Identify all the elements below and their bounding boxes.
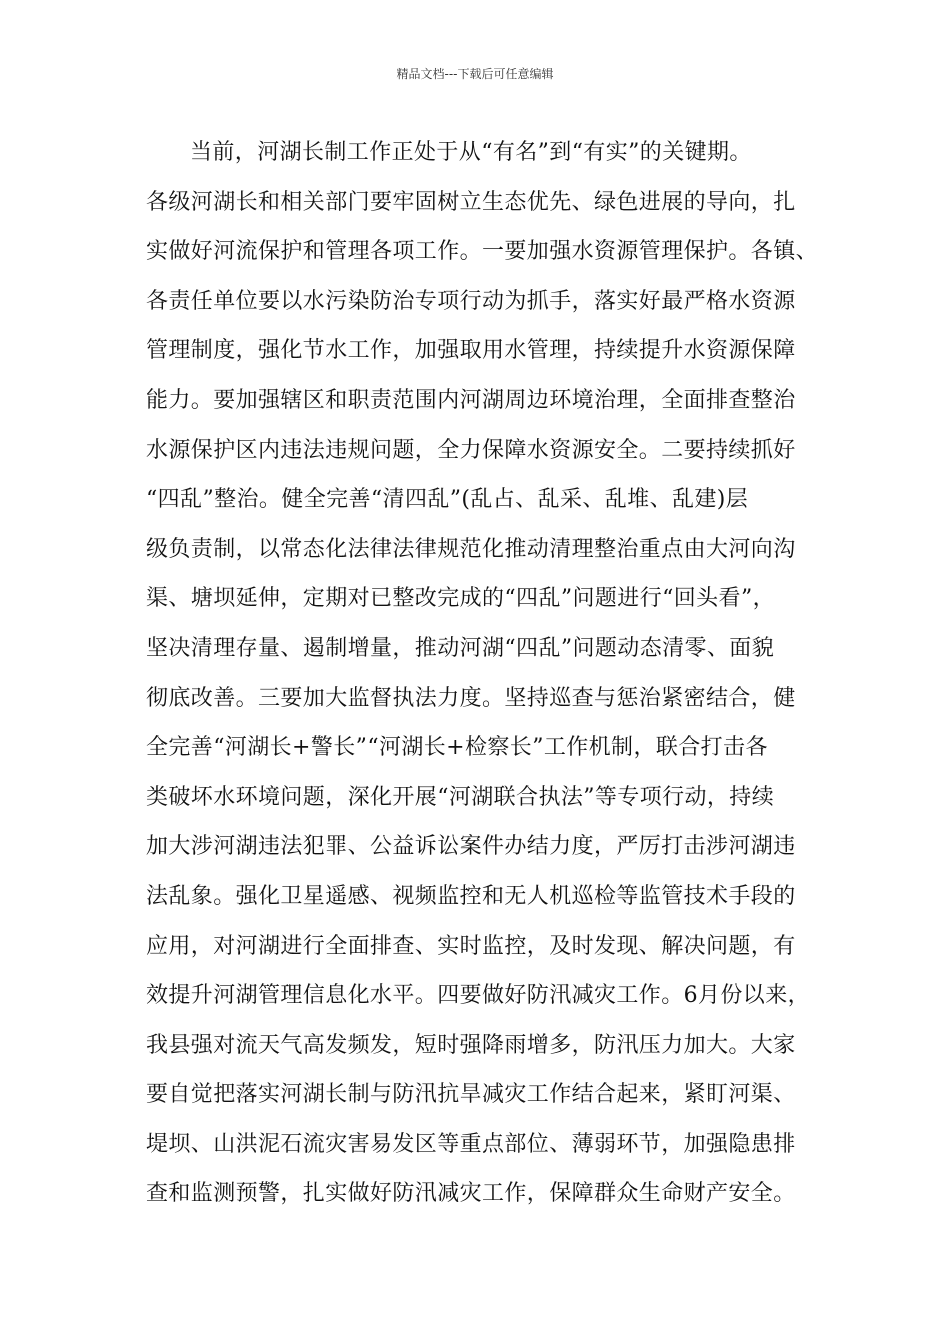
document-body xyxy=(146,128,836,1219)
text-line: 要自觉把落实河湖长制与防汛抗旱减灾工作结合起来，紧盯河渠、 xyxy=(146,1082,796,1108)
text-line: 查和监测预警，扎实做好防汛减灾工作，保障群众生命财产安全。 xyxy=(146,1181,796,1207)
text-line: 全完善“河湖长+警长”“河湖长+检察长”工作机制，联合打击各 xyxy=(146,735,768,761)
text-line: 实做好河流保护和管理各项工作。一要加强水资源管理保护。各镇、 xyxy=(146,239,819,265)
text-line: 渠、塘坝延伸，定期对已整改完成的“四乱”问题进行“回头看”， xyxy=(146,586,775,612)
page-header: 精品文档---下载后可任意编辑 xyxy=(396,67,554,81)
text-line: 我县强对流天气高发频发，短时强降雨增多，防汛压力加大。大家 xyxy=(146,1032,796,1058)
text-line: 级负责制，以常态化法律法律规范化推动清理整治重点由大河向沟 xyxy=(146,536,796,562)
text-line: 各责任单位要以水污染防治专项行动为抓手，落实好最严格水资源 xyxy=(146,288,796,314)
text-line: “四乱”整治。健全完善“清四乱”(乱占、乱采、乱堆、乱建)层 xyxy=(146,487,749,513)
text-line: 水源保护区内违法违规问题，全力保障水资源安全。二要持续抓好 xyxy=(146,437,796,463)
text-line: 效提升河湖管理信息化水平。四要做好防汛减灾工作。6月份以来， xyxy=(146,983,810,1009)
text-line: 当前，河湖长制工作正处于从“有名”到“有实”的关键期。 xyxy=(190,140,752,165)
text-line: 应用，对河湖进行全面排查、实时监控，及时发现、解决问题，有 xyxy=(146,933,796,959)
text-line: 法乱象。强化卫星遥感、视频监控和无人机巡检等监管技术手段的 xyxy=(146,883,796,909)
text-line: 加大涉河湖违法犯罪、公益诉讼案件办结力度，严厉打击涉河湖违 xyxy=(146,834,796,860)
text-line: 堤坝、山洪泥石流灾害易发区等重点部位、薄弱环节，加强隐患排 xyxy=(146,1131,796,1157)
text-line: 能力。要加强辖区和职责范围内河湖周边环境治理，全面排查整治 xyxy=(146,387,796,413)
text-line: 彻底改善。三要加大监督执法力度。坚持巡查与惩治紧密结合，健 xyxy=(146,685,796,711)
text-line: 坚决清理存量、遏制增量，推动河湖“四乱”问题动态清零、面貌 xyxy=(146,635,775,661)
text-line: 各级河湖长和相关部门要牢固树立生态优先、绿色进展的导向，扎 xyxy=(146,189,796,215)
text-line: 类破坏水环境问题，深化开展“河湖联合执法”等专项行动，持续 xyxy=(146,784,775,810)
text-line: 管理制度，强化节水工作，加强取用水管理，持续提升水资源保障 xyxy=(146,338,796,364)
